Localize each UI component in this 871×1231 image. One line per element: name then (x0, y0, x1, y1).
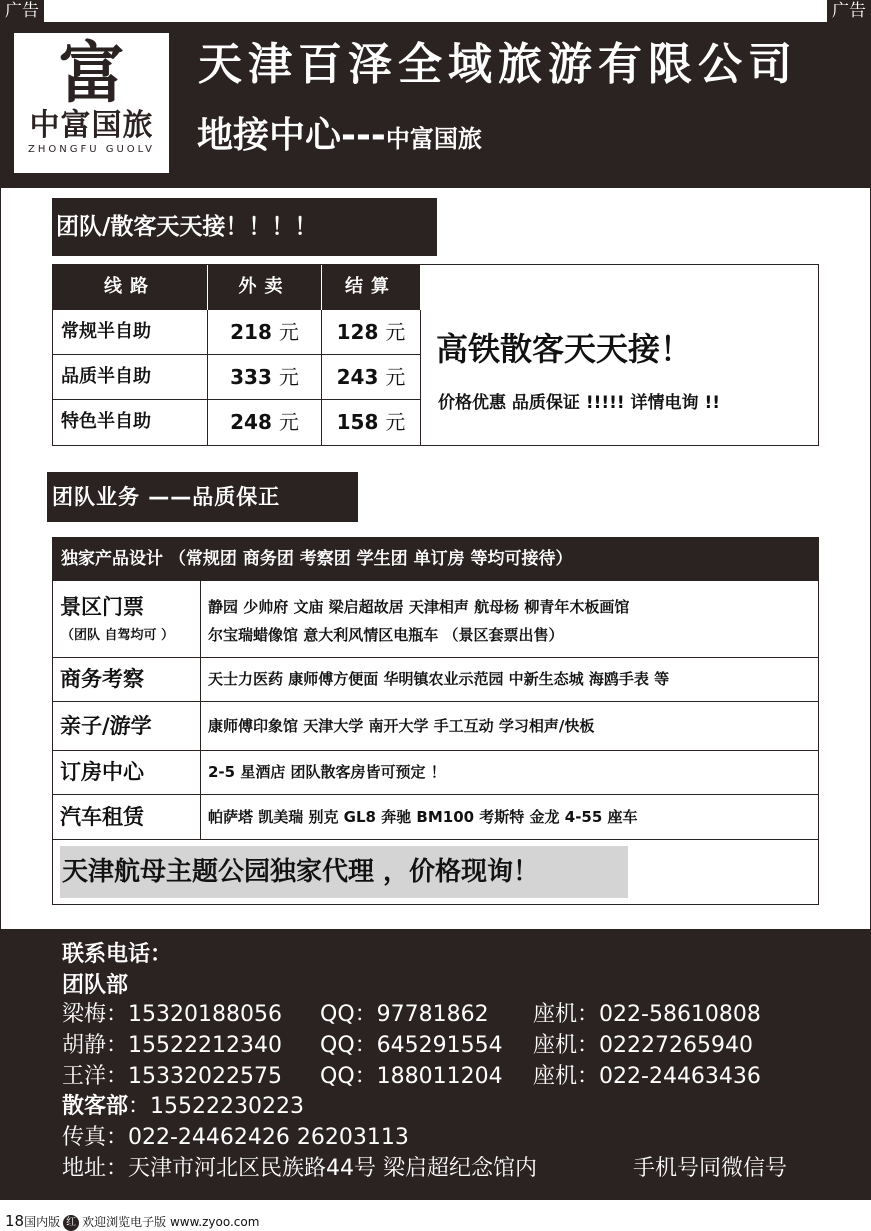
qq-label: QQ： (320, 1002, 377, 1027)
team-dept-label: 团队部 (62, 973, 129, 998)
banner-daily: 团队/散客天天接！！！！ (52, 198, 437, 256)
person-name: 王洋 (62, 1064, 107, 1089)
wechat-note: 手机号同微信号 (633, 1156, 788, 1181)
address-line: 地址：天津市河北区民族路44号 梁启超纪念馆内 (62, 1156, 537, 1181)
qq-label: QQ： (320, 1033, 377, 1058)
qq-value: 188011204 (376, 1064, 503, 1089)
person-name: 胡静 (62, 1033, 107, 1058)
services-header: 独家产品设计 （常规团 商务团 考察团 学生团 单订房 等均可接待） (53, 538, 818, 581)
retail-dept-phone: ：15522230223 (128, 1094, 304, 1119)
subtitle-brand: 中富国旅 (385, 125, 482, 153)
landline-value: 02227265940 (599, 1033, 753, 1058)
price-unit: 元 (385, 410, 406, 434)
subtitle (197, 112, 482, 166)
ad-tag-left: 广告 (0, 0, 44, 22)
settle-value: 243 (336, 365, 379, 389)
banner-group: 团队业务 ——品质保正 (47, 472, 358, 522)
service-value-tickets-1: 静园 少帅府 文庙 梁启超故居 天津相声 航母杨 柳青年木板画馆 (208, 598, 630, 616)
service-label-business: 商务考察 (60, 667, 144, 691)
row-divider (53, 839, 818, 840)
price-row-retail (208, 400, 322, 445)
exclusive-agent-notice: 天津航母主题公园独家代理 ，价格现询！ (60, 846, 628, 898)
edition-label: 国内版 (24, 1215, 61, 1229)
landline-value: 022-24463436 (599, 1064, 761, 1089)
logo-name-cn: 中富国旅 (29, 108, 154, 143)
site-url: www.zyoo.com (169, 1215, 260, 1229)
service-note-tickets: （团队 自驾均可 ） (61, 628, 175, 643)
retail-value: 248 (230, 410, 272, 434)
contact-person: 王洋：15332022575 (62, 1064, 282, 1089)
price-row-retail (208, 355, 322, 400)
page-number: 18 (5, 1212, 25, 1230)
contact-qq (320, 1031, 503, 1061)
landline-value: 022-58610808 (599, 1002, 761, 1027)
price-row-retail (208, 310, 322, 355)
price-row-name: 品质半自助 (53, 355, 208, 400)
qq-label: QQ： (320, 1064, 377, 1089)
price-row-name: 常规半自助 (53, 310, 208, 355)
service-value-business: 天士力医药 康师傅方便面 华明镇农业示范园 中新生态城 海鸥手表 等 (208, 670, 670, 688)
service-value-tickets-2: 尔宝瑞蜡像馆 意大利风情区电瓶车 （景区套票出售） (208, 626, 564, 644)
company-name: 天津百泽全域旅游有限公司 (198, 39, 798, 90)
service-label-family: 亲子/游学 (60, 714, 152, 738)
service-label-tickets: 景区门票 (60, 595, 144, 619)
settle-value: 158 (336, 410, 379, 434)
price-unit: 元 (385, 320, 406, 344)
logo-name-en: ZHONGFU GUOLV (28, 144, 155, 155)
landline-label: 座机： (533, 1064, 600, 1089)
subtitle-main: 地接中心--- (197, 115, 386, 156)
price-row-settle (322, 355, 421, 400)
retail-value: 218 (230, 320, 272, 344)
contact-qq (320, 1000, 489, 1030)
price-unit: 元 (385, 365, 406, 389)
qq-value: 645291554 (376, 1033, 503, 1058)
price-unit: 元 (278, 320, 299, 344)
contact-person: 胡静：15522212340 (62, 1033, 282, 1058)
price-row-name: 特色半自助 (53, 400, 208, 445)
service-label-hotel: 订房中心 (60, 760, 144, 784)
promo-title: 高铁散客天天接！ (436, 330, 693, 368)
person-name: 梁梅 (62, 1002, 107, 1027)
price-unit: 元 (278, 365, 299, 389)
price-header-settle: 结算 (322, 265, 420, 310)
price-row-settle (322, 310, 421, 355)
qq-value: 97781862 (376, 1002, 489, 1027)
contact-title: 联系电话： (62, 942, 173, 967)
service-value-car: 帕萨塔 凯美瑞 别克 GL8 奔驰 BM100 考斯特 金龙 4-55 座车 (208, 808, 638, 826)
ad-tag-right: 广告 (827, 0, 871, 22)
price-header-route: 线路 (53, 265, 207, 310)
page-footer (5, 1212, 259, 1231)
contact-qq (320, 1062, 503, 1092)
price-unit: 元 (278, 410, 299, 434)
person-mobile: 15320188056 (128, 1002, 282, 1027)
circle-mark-icon: 红 (63, 1215, 79, 1231)
price-header-retail: 外卖 (208, 265, 321, 310)
contact-person: 梁梅：15320188056 (62, 1002, 282, 1027)
service-value-hotel: 2-5 星酒店 团队散客房皆可预定 ！ (208, 763, 446, 781)
service-value-family: 康师傅印象馆 天津大学 南开大学 手工互动 学习相声/快板 (208, 717, 595, 735)
retail-value: 333 (230, 365, 272, 389)
landline-label: 座机： (533, 1033, 600, 1058)
retail-dept (62, 1092, 304, 1122)
logo-glyph: 富 (58, 34, 125, 112)
person-mobile: 15522212340 (128, 1033, 282, 1058)
company-logo (14, 33, 169, 173)
person-mobile: 15332022575 (128, 1064, 282, 1089)
contact-landline (533, 1062, 761, 1092)
contact-landline (533, 1031, 753, 1061)
fax-line: 传真：022-24462426 26203113 (62, 1125, 409, 1150)
service-label-car: 汽车租赁 (60, 805, 144, 829)
promo-text: 价格优惠 品质保证 !!!!! 详情电询 !! (438, 393, 720, 413)
settle-value: 128 (336, 320, 379, 344)
landline-label: 座机： (533, 1002, 600, 1027)
contact-landline (533, 1000, 761, 1030)
welcome-text: 欢迎浏览电子版 (82, 1215, 167, 1229)
price-row-settle (322, 400, 421, 445)
retail-dept-label: 散客部 (62, 1094, 129, 1119)
